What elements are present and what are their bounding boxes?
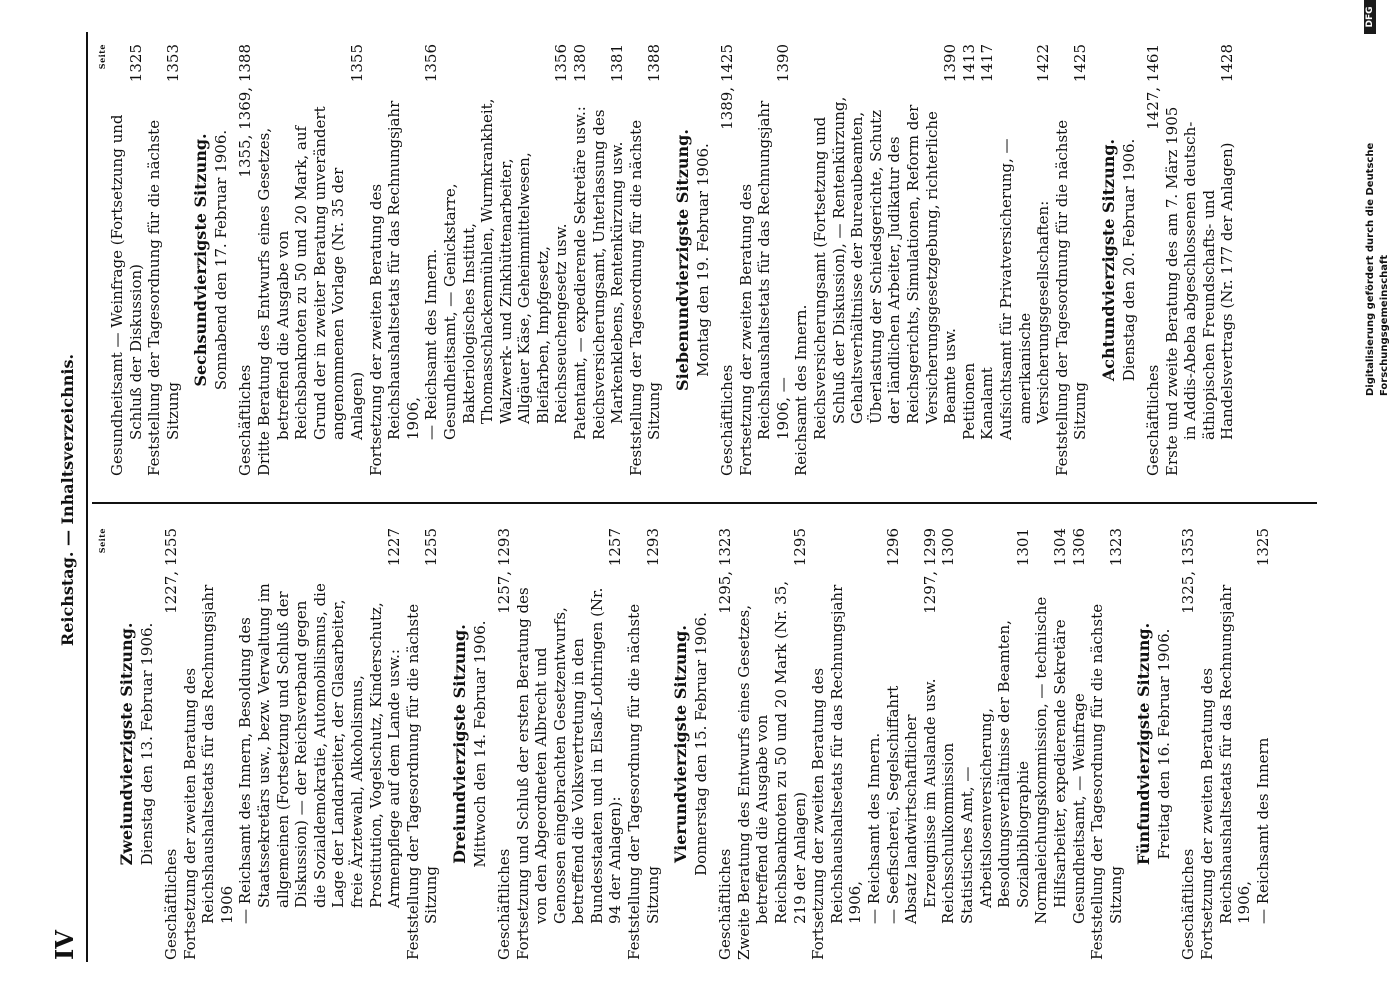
toc-entry-text: Fortsetzung der zweiten Beratung des Reichshaushaltsetats für das Rechnungsjahr 1906, [366, 100, 422, 476]
toc-entry-pages: 1427, 1461 [1143, 44, 1162, 130]
toc-entry-text: Geschäftliches [716, 848, 735, 960]
toc-entry [181, 528, 237, 960]
running-head: Reichstag. — Inhaltsverzeichnis. [58, 353, 77, 647]
toc-entry-text: Geschäftliches [718, 364, 737, 476]
session-section [449, 528, 662, 960]
right-column [96, 44, 1237, 476]
toc-entry-text: Feststellung der Tagesordnung für die nächste Sitzung [626, 119, 664, 476]
toc-entry [1144, 44, 1163, 476]
toc-entry-pages: 1380 [571, 44, 590, 83]
session-date: Sonnabend den 17. Februar 1906. [212, 129, 231, 391]
toc-entry-pages: 1355, 1369, 1388 [236, 44, 255, 178]
toc-entry-text: Feststellung der Tagesordnung für die nächste Sitzung [145, 119, 182, 476]
toc-entry-text: Geschäftliches [1179, 848, 1198, 960]
page-number: IV [50, 930, 79, 960]
session-title: Fünfundvierzigste Sitzung. [1134, 622, 1154, 866]
toc-entry [811, 44, 960, 476]
seite-label: Seite [97, 528, 107, 554]
toc-entry-pages: 1353 [163, 44, 182, 83]
session-section [1098, 44, 1237, 476]
toc-entry [1070, 528, 1089, 960]
toc-entry [404, 528, 441, 960]
toc-entry [1163, 44, 1237, 476]
left-column [96, 528, 1272, 960]
session-section [672, 44, 1090, 476]
toc-entry [236, 528, 403, 960]
toc-entry-text: Reichsschulkommission [939, 742, 958, 924]
toc-entry-text: Dritte Beratung des Entwurfs eines Gesetzes, betreffend die Ausgabe von Reichsbanknoten zu 50 und 20 Mark, auf Grund der in zweiter Beratung unverändert angenommenen Vorlage (Nr. 35 der Anlagen) [254, 106, 366, 476]
toc-entry [1179, 528, 1198, 960]
toc-entry-pages: 1301 [1013, 528, 1032, 567]
toc-entry-text: Feststellung der Tagesordnung für die nächste Sitzung [403, 603, 441, 960]
toc-entry-text: — Reichsamt des Innern. [422, 248, 441, 440]
toc-entry-pages: 1422 [1034, 44, 1053, 83]
toc-entry [1053, 44, 1090, 476]
toc-entry-text: Reichsversicherungsamt (Fortsetzung und Schluß der Diskussion), — Rentenkürzung, Gehaltsverhältnisse der Bureaubeamten, Überlastung der Schiedsgerichte, Schutz der ländlichen Arbeiter, Judikatur des Reichsgerichts, Simulationen, Reform der Versicherungsgesetzgebung, richterliche Beamte usw. [811, 96, 960, 440]
toc-entry [960, 44, 979, 476]
toc-entry [590, 44, 627, 476]
toc-entry [1198, 528, 1254, 960]
toc-entry [441, 44, 571, 476]
toc-entry-pages: 1297, 1299 [920, 528, 939, 614]
session-title: Siebenundvierzigste Sitzung. [673, 129, 693, 391]
toc-entry-pages: 1257 [606, 528, 625, 567]
toc-entry [571, 44, 590, 476]
toc-entry [236, 44, 255, 476]
toc-entry-pages: 1381 [608, 44, 627, 83]
toc-entry-pages: 1295 [790, 528, 809, 567]
toc-entry-pages: 1428 [1218, 44, 1237, 83]
toc-entry [625, 528, 662, 960]
toc-entry [627, 44, 664, 476]
digitization-note [1362, 0, 1390, 1000]
toc-entry-pages: 1390 [941, 44, 960, 83]
toc-entry-text: Geschäftliches [162, 848, 180, 960]
session-date: Mittwoch den 14. Februar 1906. [470, 620, 489, 868]
toc-entry-pages: 1255 [422, 528, 441, 567]
session-date: Freitag den 16. Februar 1906. [1155, 628, 1174, 860]
toc-entry [422, 44, 441, 476]
toc-entry-pages: 1293 [643, 528, 662, 567]
toc-entry-text: Fortsetzung der zweiten Beratung des Reichshaushaltsetats für das Rechnungsjahr 1906, — [736, 100, 792, 476]
toc-entry-text: Statistisches Amt, — Arbeitslosenversicherung, Besoldungsverhältnisse der Beamten, Sozialbibliographie [957, 620, 1032, 924]
toc-entry-text: Feststellung der Tagesordnung für die nächste Sitzung [625, 603, 662, 960]
toc-entry-text: Kanalamt [978, 367, 997, 440]
session-date: Donnerstag den 15. Februar 1906. [692, 612, 711, 876]
toc-entry [495, 528, 514, 960]
toc-entry-pages: 1257, 1293 [494, 528, 513, 614]
session-section [108, 44, 182, 476]
toc-entry [514, 528, 626, 960]
toc-entry-text: Erste und zweite Beratung des am 7. März 1905 in Addis-Abeba abgeschlossenen deutsch-äthiopischen Freundschafts- und Handelsvertrags (Nr. 177 der Anlagen) [1162, 106, 1237, 476]
toc-entry-pages: 1417 [978, 44, 997, 83]
toc-entry [1088, 528, 1125, 960]
toc-entry-pages: 1388 [645, 44, 664, 83]
toc-entry-text: Fortsetzung und Schluß der ersten Beratung des von den Abgeordneten Albrecht und Genossen eingebrachten Gesetzentwurfs, betreffend die Volksvertretung in den Bundesstaaten und in Elsaß-Lothringen (Nr. 94 der Anlagen): [513, 587, 625, 960]
toc-entry-text: Gesundheitsamt, — Genickstarre, Bakteriologisches Institut, Thomasschlackenmühlen, Wurmkrankheit, Walzwerk- und Zinkhüttenarbeiter, Allgäuer Käse, Geheimmittelwesen, Bleifarben, Impfgesetz, Reichsseuchengesetz usw. [440, 98, 571, 440]
session-date: Montag den 19. Februar 1906. [694, 143, 713, 377]
seite-label: Seite [97, 44, 107, 70]
toc-entry-pages: 1304 [1050, 528, 1069, 567]
right-column-body [108, 44, 1237, 476]
toc-entry-pages: 1425 [1071, 44, 1090, 83]
toc-entry-text: Gesundheitsamt, — Weinfrage [1069, 693, 1088, 924]
toc-entry [978, 44, 997, 476]
toc-entry [737, 44, 793, 476]
toc-entry-text: — Reichsamt des Innern, Besoldung des Staatssekretärs usw., bezw. Verwaltung im allgemeinen (Fortsetzung und Schluß der Diskussion) — der Reichsverband gegen die Sozialdemokratie, Automobilismus, die Lage der Landarbeiter, der Glasarbeiter, freie Ärztewahl, Alkoholismus, Prostitution, Vogelschutz, Kinderschutz, Armenpflege auf dem Lande usw.: [236, 583, 404, 924]
session-title: Sechsundvierzigste Sitzung. [191, 133, 211, 387]
toc-entry [958, 528, 1032, 960]
toc-entry [162, 528, 181, 960]
header-rule [86, 32, 88, 962]
left-column-body [116, 528, 1272, 960]
toc-entry-text: Zweite Beratung des Entwurfs eines Gesetzes, betreffend die Ausgabe von Reichsbanknoten zu 50 und 20 Mark (Nr. 35, 219 der Anlagen) [734, 580, 809, 960]
toc-entry-pages: 1325 [1253, 528, 1272, 567]
toc-entry [145, 44, 182, 476]
toc-entry [367, 44, 423, 476]
toc-entry-text: Feststellung der Tagesordnung für die nächste Sitzung [1088, 603, 1125, 960]
session-title: Vierundvierzigste Sitzung. [671, 625, 691, 863]
toc-entry-pages: 1390 [773, 44, 792, 83]
toc-entry [1032, 528, 1069, 960]
toc-entry-text: Reichsversicherungsamt, Unterlassung des Markenklebens, Rentenkürzung usw. [589, 109, 627, 440]
session-section [670, 528, 1125, 960]
toc-entry-text: Fortsetzung der zweiten Beratung des Reichshaushaltsetats für das Rechnungsjahr 1906 [180, 584, 236, 960]
toc-entry-pages: 1413 [959, 44, 978, 83]
dfg-logo: DFG [1364, 0, 1376, 34]
toc-entry [884, 528, 903, 960]
toc-entry-pages: 1227 [385, 528, 404, 567]
toc-entry-text: — Reichsamt des Innern. [865, 732, 883, 924]
toc-entry-text: — Reichsamt des Innern [1253, 737, 1272, 924]
toc-entry-pages: 1389, 1425 [718, 44, 737, 130]
toc-entry-pages: 1325, 1353 [1179, 528, 1198, 614]
toc-entry-pages: 1300 [939, 528, 958, 567]
column-divider [92, 502, 1317, 504]
toc-entry [902, 528, 939, 960]
toc-entry-text: Absatz landwirtschaftlicher Erzeugnisse im Auslande usw. [902, 678, 939, 924]
toc-entry [939, 528, 958, 960]
toc-entry-text: Patentamt, — expedierende Sekretäre usw.: [571, 106, 590, 440]
session-date: Dienstag den 13. Februar 1906. [138, 622, 156, 866]
toc-entry-pages: 1227, 1255 [162, 528, 180, 614]
toc-entry [809, 528, 865, 960]
toc-entry [255, 44, 367, 476]
toc-entry-pages: 1295, 1323 [716, 528, 735, 614]
toc-entry-text: Normaleichungskommission, — technische Hilfsarbeiter, expedierende Sekretäre [1032, 596, 1069, 924]
toc-entry-text: Geschäftliches [494, 848, 513, 960]
toc-entry [716, 528, 735, 960]
session-title: Achtundvierzigste Sitzung. [1098, 138, 1118, 382]
toc-entry-pages: 1296 [883, 528, 902, 567]
toc-entry [865, 528, 884, 960]
session-section [1133, 528, 1272, 960]
toc-entry-text: Feststellung der Tagesordnung für die nächste Sitzung [1052, 119, 1090, 476]
session-title: Zweiundvierzigste Sitzung. [117, 622, 136, 866]
toc-entry-pages: 1323 [1106, 528, 1125, 567]
toc-entry-pages: 1356 [422, 44, 441, 83]
toc-entry [718, 44, 737, 476]
toc-entry-pages: 1356 [552, 44, 571, 83]
toc-entry-text: Geschäftliches [1143, 364, 1162, 476]
toc-entry-text: Fortsetzung der zweiten Beratung des Reichshaushaltsetats für das Rechnungsjahr 1906, [1197, 584, 1254, 960]
session-title: Dreiundvierzigste Sitzung. [449, 624, 469, 864]
toc-entry-text: Petitionen [959, 362, 978, 440]
toc-entry-text: Aufsichtsamt für Privatversicherung, — amerikanische Versicherungsgesellschaften: [996, 138, 1053, 440]
toc-entry-pages: 1306 [1069, 528, 1088, 567]
toc-entry-text: Fortsetzung der zweiten Beratung des Reichshaushaltsetats für das Rechnungsjahr 1906, [809, 584, 865, 960]
toc-entry [997, 44, 1053, 476]
toc-entry-text: Reichsamt des Innern. [792, 304, 811, 476]
toc-entry [792, 44, 811, 476]
toc-entry-text: — Seefischerei, Segelschiffahrt [883, 685, 902, 924]
toc-entry-text: Geschäftliches [236, 364, 255, 476]
toc-entry [1254, 528, 1273, 960]
toc-entry-pages: 1355 [347, 44, 366, 83]
digitization-text: Digitalisierung gefördert durch die Deutsche Forschungsgemeinschaft [1365, 142, 1390, 396]
toc-entry [108, 44, 145, 476]
toc-entry-text: Gesundheitsamt — Weinfrage (Fortsetzung und Schluß der Diskussion) [108, 114, 145, 476]
toc-entry [735, 528, 809, 960]
session-date: Dienstag den 20. Februar 1906. [1119, 138, 1138, 382]
session-section [116, 528, 441, 960]
toc-entry-pages: 1325 [126, 44, 145, 83]
session-section [190, 44, 664, 476]
